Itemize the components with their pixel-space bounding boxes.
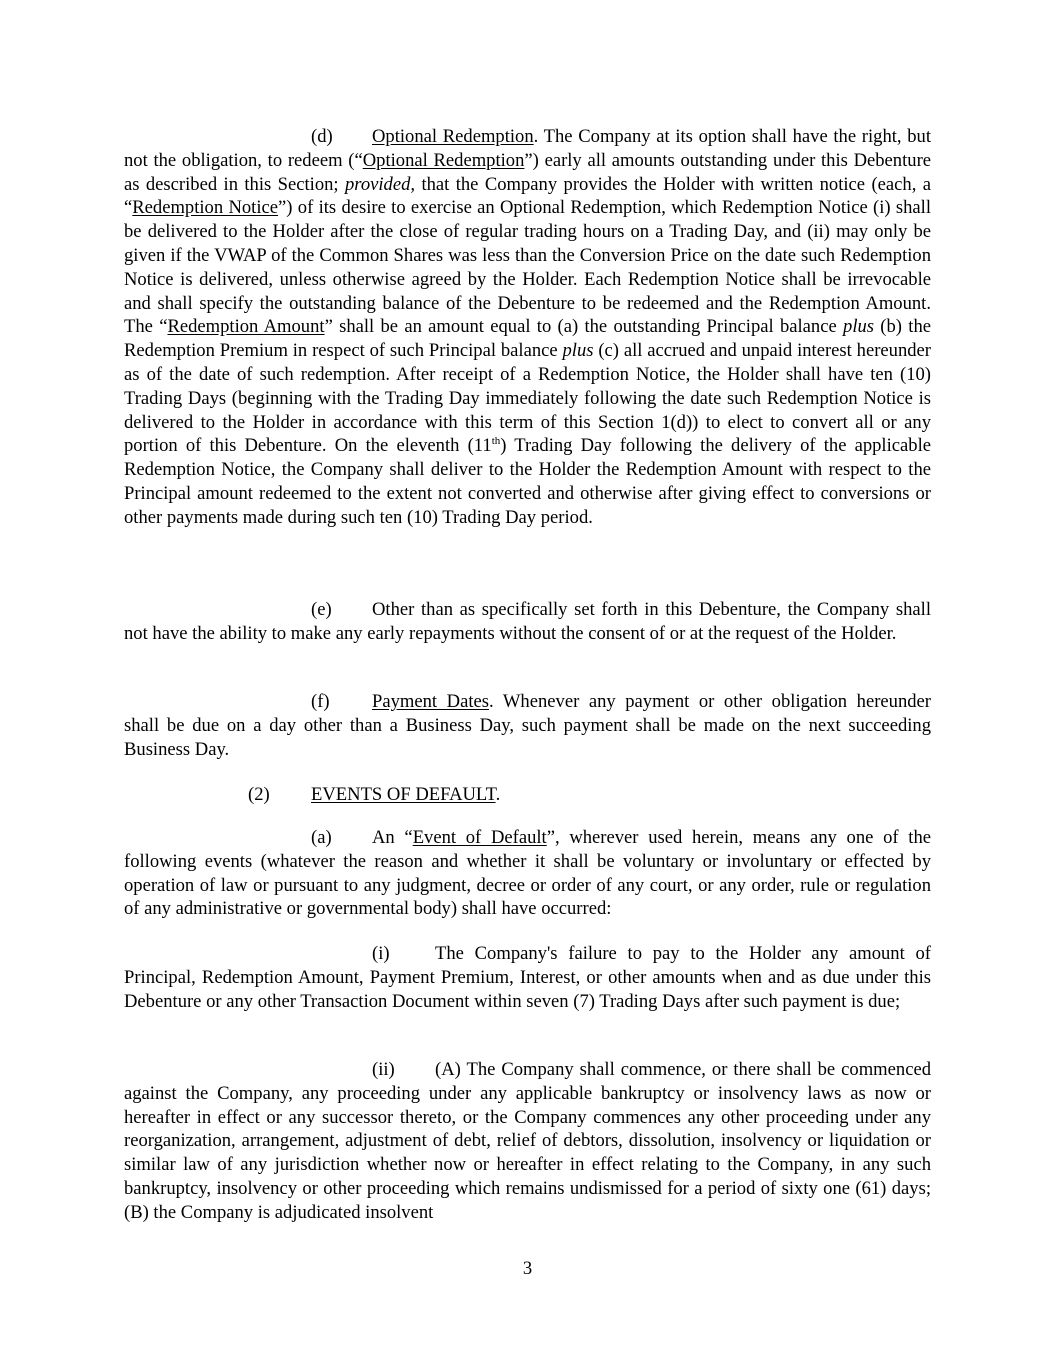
paragraph-i-label: (i) <box>372 943 390 964</box>
events-of-default-title: EVENTS OF DEFAULT <box>311 784 496 805</box>
paragraph-e-label: (e) <box>311 599 332 620</box>
redemption-notice-term: Redemption Notice <box>132 197 279 219</box>
redemption-amount-term: Redemption Amount <box>167 316 325 338</box>
payment-dates-heading: Payment Dates <box>372 691 489 712</box>
paragraph-d-label: (d) <box>311 126 333 147</box>
optional-redemption-term: Optional Redemption <box>362 149 525 171</box>
event-of-default-term: Event of Default <box>412 827 547 848</box>
paragraph-f-payment-dates: (f) Payment Dates. Whenever any payment or other obligation hereunder shall be due on a day other than a Business Day, such payment shall be made on the next succeeding Business Day. <box>124 691 931 760</box>
paragraph-d-optional-redemption: (d) Optional Redemption. The Company at its option shall have the right, but not the obligation, to redeem (“Optional Redemption”) early all amounts outstanding under this Debenture as described in this Section; provided, that the Company provides the Holder with written notice (each, a “Redemption Notice”) of its desire to exercise an Optional Redemption, which Redemption Notice (i) shall be delivered to the Holder after the close of regular trading hours on a Trading Day, and (ii) may only be given if the VWAP of the Common Shares was less than the Conversion Price on the date such Redemption Notice is delivered, unless otherwise agreed by the Holder. Each Redemption Notice shall be irrevocable and shall specify the outstanding balance of the Debenture to be redeemed and the Redemption Amount. The “Redemption Amount” shall be an amount equal to (a) the outstanding Principal balance plus (b) the Redemption Premium in respect of such Principal balance plus (c) all accrued and unpaid interest hereunder as of the date of such redemption. After receipt of a Redemption Notice, the Holder shall have ten (10) Trading Days (beginning with the Trading Day immediately following the date such Redemption Notice is delivered to the Holder in accordance with this term of this Section 1(d)) to elect to convert all or any portion of this Debenture. On the eleventh (11th) Trading Day following the delivery of the applicable Redemption Notice, the Company shall deliver to the Holder the Redemption Amount with respect to the Principal amount redeemed to the extent not converted and otherwise after giving effect to conversions or other payments made during such ten (10) Trading Day period. <box>124 126 932 528</box>
paragraph-a-event-of-default: (a) An “Event of Default”, wherever used herein, means any one of the following events (whatever the reason and whether it shall be voluntary or involuntary or effected by operation of law or pursuant to any judgment, decree or order of any court, or any order, rule or regulation of any administrative or governmental body) shall have occurred: <box>124 827 931 920</box>
paragraph-ii-label: (ii) <box>372 1059 395 1080</box>
section-2-heading: (2) EVENTS OF DEFAULT. <box>248 784 501 805</box>
page-number: 3 <box>522 1258 533 1279</box>
section-2-label: (2) <box>248 784 270 805</box>
paragraph-i: (i) The Company's failure to pay to the Holder any amount of Principal, Redemption Amount, Payment Premium, Interest, or other amounts when and as due under this Debenture or any other Transaction Document within seven (7) Trading Days after such payment is due; <box>124 943 931 1012</box>
optional-redemption-heading: Optional Redemption <box>372 126 534 147</box>
paragraph-e: (e) Other than as specifically set forth in this Debenture, the Company shall not have the ability to make any early repayments without the consent of or at the request of the Holder. <box>124 599 931 644</box>
paragraph-f-label: (f) <box>311 691 330 712</box>
paragraph-ii: (ii) (A) The Company shall commence, or there shall be commenced against the Company, any proceeding under any applicable bankruptcy or insolvency laws as now or hereafter in effect or any successor thereto, or the Company commences any other proceeding under any reorganization, arrangement, adjustment of debt, relief of debtors, dissolution, insolvency or liquidation or similar law of any jurisdiction whether now or hereafter in effect relating to the Company, in any such bankruptcy, insolvency or other proceeding which remains undismissed for a period of sixty one (61) days; (B) the Company is adjudicated insolvent <box>124 1059 931 1223</box>
paragraph-a-label: (a) <box>311 827 332 848</box>
